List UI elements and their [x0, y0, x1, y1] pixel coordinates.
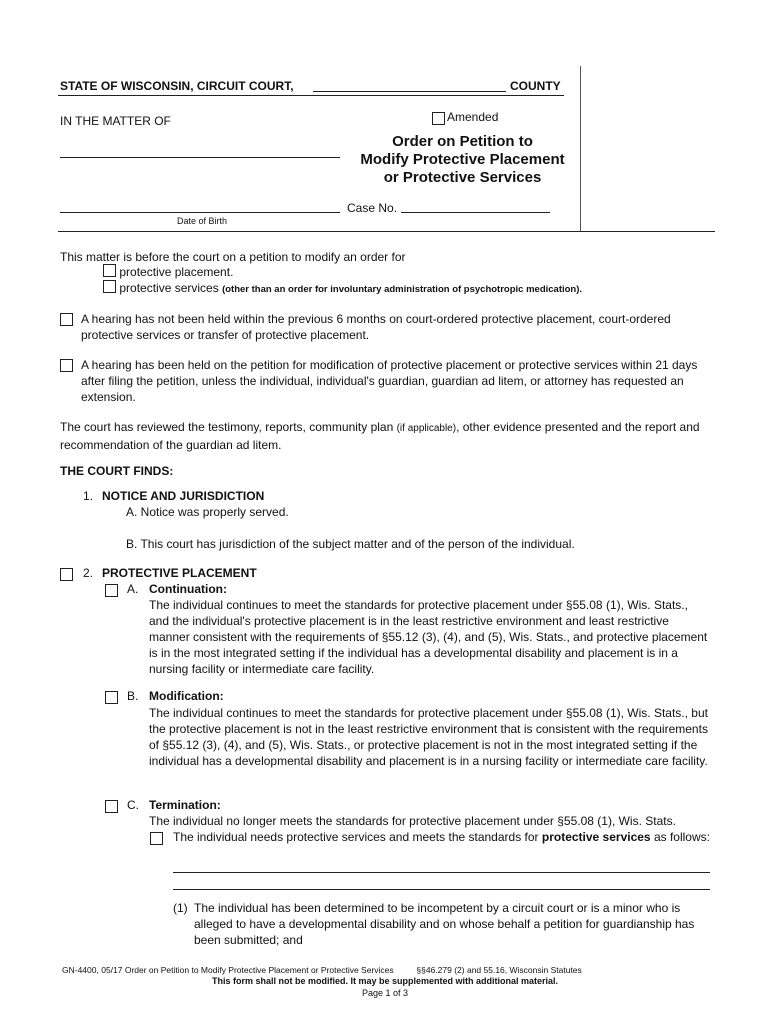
protective-services-note: (other than an order for involuntary administration of psychotropic medication). [222, 284, 583, 295]
intro-text: This matter is before the court on a petition to modify an order for [60, 250, 406, 264]
header-underline [58, 95, 564, 96]
title-line-1: Order on Petition to [392, 133, 533, 150]
modification-text: The individual continues to meet the standards for protective placement under §55.08 (1), Wis. Stats., but the protective placement is not in the least restrictive environment that is consistent with the requirements of §55.12 (3), (4), and (5), Wis. Stats., or protective placement is not in the most integrated setting if the individual has a developmental disability and placement is in a nursing facility or intermediate care facility. [149, 706, 708, 768]
court-finds-heading: THE COURT FINDS: [60, 464, 174, 478]
document-title [340, 133, 585, 187]
protective-services-checkbox[interactable] [103, 280, 116, 293]
option-protective-placement [103, 264, 233, 280]
modification-title: Modification: [149, 689, 224, 703]
termination-text: The individual no longer meets the standards for protective placement under §55.08 (1), Wis. Stats. [149, 814, 676, 828]
section-1-number: 1. [83, 489, 94, 503]
needs-services-part-2: as follows: [650, 830, 710, 844]
title-line-3: or Protective Services [383, 169, 542, 186]
continuation-title: Continuation: [149, 582, 227, 596]
protective-services-label: protective services [119, 281, 219, 295]
option-b-letter: B. [127, 689, 139, 703]
hearing-not-held-text: A hearing has not been held within the previous 6 months on court-ordered protective placement, court-ordered protective services or transfer of protective placement. [81, 312, 671, 342]
notice-served-text: A. Notice was properly served. [126, 505, 289, 519]
footer-form-id: GN-4400, 05/17 Order on Petition to Modify Protective Placement or Protective Services [62, 965, 394, 975]
item-1-text: The individual has been determined to be incompetent by a circuit court or is a minor who is alleged to have a developmental disability and on whose behalf a petition for guardianship has been submitted; and [194, 901, 695, 947]
matter-name-field[interactable] [60, 145, 340, 158]
case-no-field[interactable] [401, 200, 550, 213]
section-2-title: PROTECTIVE PLACEMENT [102, 566, 257, 580]
footer-form-line [62, 965, 712, 975]
needs-services-bold: protective services [541, 830, 651, 844]
needs-services-part-1: The individual needs protective services and meets the standards for [173, 830, 542, 844]
needs-services-text [173, 829, 713, 845]
protective-placement-label: protective placement. [119, 265, 234, 279]
reviewed-part-1: The court has reviewed the testimony, reports, community plan [60, 420, 397, 434]
reviewed-if-applicable: (if applicable) [396, 423, 457, 434]
amended-label: Amended [447, 110, 499, 124]
state-court-label: STATE OF WISCONSIN, CIRCUIT COURT, [60, 79, 294, 93]
continuation-text: The individual continues to meet the standards for protective placement under §55.08 (1), Wis. Stats., and the individual's protective placement is in the least restrictive environment and least restrictive manner consistent with the requirements of §55.12 (3), (4), and (5), Wis. Stats., and protective placement is in the most integrated setting if the individual has a developmental disability and placement is in a nursing facility or intermediate care facility. [149, 598, 708, 676]
section-1-title: NOTICE AND JURISDICTION [102, 489, 265, 503]
item-1-number: (1) [173, 901, 188, 915]
hearing-held-text: A hearing has been held on the petition for modification of protective placement or protective services within 21 days after filing the petition, unless the individual, individual's guardian, guardian ad litem, or attorney has requested an extension. [81, 358, 698, 404]
title-line-2: Modify Protective Placement [360, 151, 565, 168]
county-name-field[interactable] [313, 78, 506, 92]
option-c-letter: C. [127, 798, 139, 812]
matter-label: IN THE MATTER OF [60, 114, 171, 128]
option-protective-services [103, 280, 582, 298]
hearing-not-held-checkbox[interactable] [60, 312, 73, 330]
jurisdiction-text: B. This court has jurisdiction of the subject matter and of the person of the individual. [126, 537, 575, 551]
footer-warning: This form shall not be modified. It may be supplemented with additional material. [211, 976, 559, 986]
continuation-checkbox[interactable] [105, 583, 118, 601]
termination-title: Termination: [149, 798, 221, 812]
footer-statutes: §§46.279 (2) and 55.16, Wisconsin Statutes [416, 965, 582, 975]
reviewed-part-2: , other evidence presented and the report and recommendation of the guardian ad litem. [60, 420, 700, 452]
services-detail-line-1[interactable] [173, 860, 710, 873]
termination-checkbox[interactable] [105, 799, 118, 817]
case-no-label: Case No. [347, 201, 398, 215]
header-bottom-rule [58, 231, 715, 232]
section-2-checkbox[interactable] [60, 567, 73, 585]
date-of-birth-field[interactable] [60, 200, 340, 213]
page-number: Page 1 of 3 [361, 988, 409, 998]
protective-placement-checkbox[interactable] [103, 264, 116, 277]
court-reviewed-text [60, 419, 715, 453]
section-2-number: 2. [83, 566, 94, 580]
option-a-letter: A. [127, 582, 139, 596]
date-of-birth-label: Date of Birth [177, 216, 228, 226]
hearing-held-checkbox[interactable] [60, 358, 73, 376]
modification-checkbox[interactable] [105, 690, 118, 708]
services-detail-line-2[interactable] [173, 877, 710, 890]
amended-checkbox[interactable] [432, 111, 445, 129]
needs-services-checkbox[interactable] [150, 831, 163, 849]
county-label: COUNTY [510, 79, 561, 93]
